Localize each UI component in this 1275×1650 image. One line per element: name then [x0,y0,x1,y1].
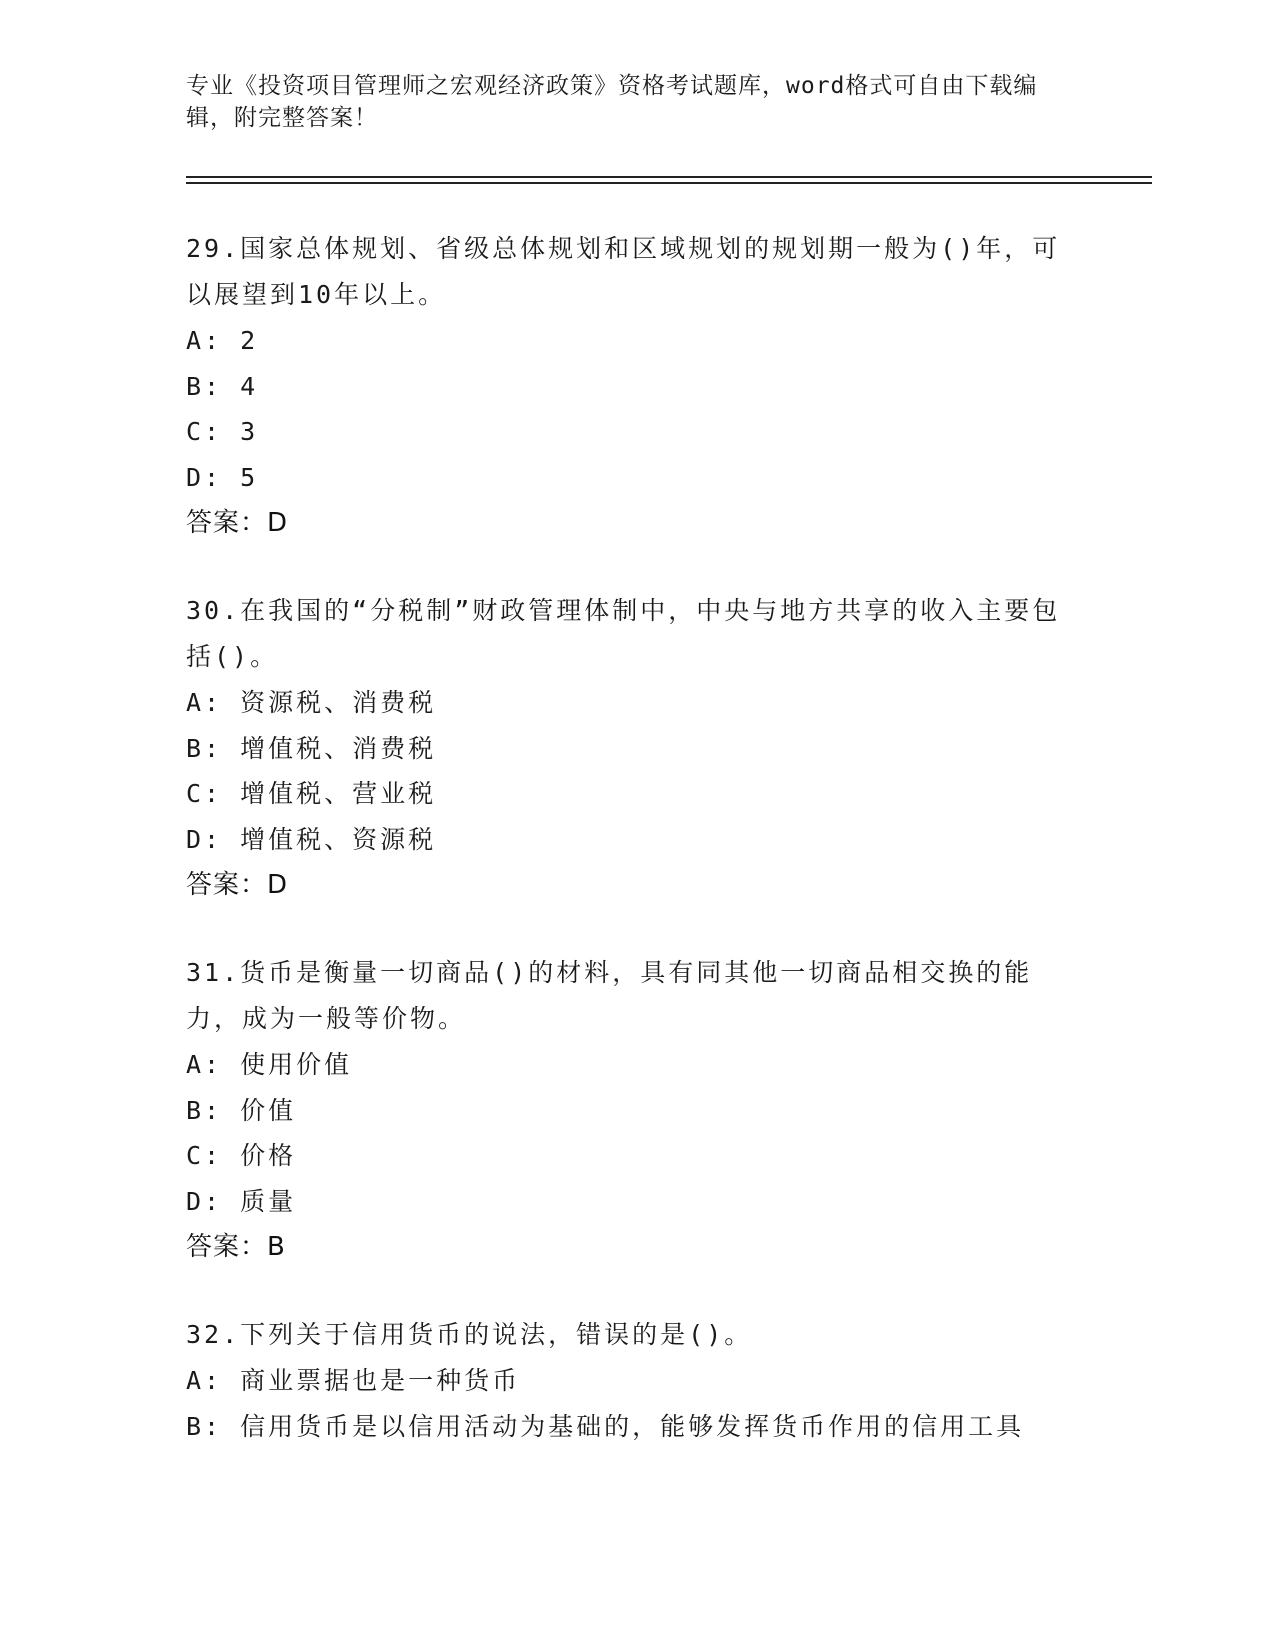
question-stem: 31.货币是衡量一切商品()的材料，具有同其他一切商品相交换的能力，成为一般等价物。 [186,958,1033,1033]
option-c: C: 3 [186,417,259,446]
option-d: D: 5 [186,462,259,492]
question-29 [186,226,1066,546]
question-stem: 30.在我国的“分税制”财政管理体制中，中央与地方共享的收入主要包括()。 [186,596,1061,671]
question-30 [186,588,1066,908]
option-b: B: 信用货币是以信用活动为基础的，能够发挥货币作用的信用工具 [186,1411,1025,1441]
answer-label: 答案：D [186,870,289,900]
option-b: B: 价值 [186,1095,297,1125]
option-b: B: 增值税、消费税 [186,733,437,763]
option-d: D: 质量 [186,1186,297,1216]
header-divider-top [186,176,1152,178]
option-b: B: 4 [186,371,259,401]
option-a: A: 2 [186,326,259,355]
option-d: D: 增值税、资源税 [186,824,437,854]
document-header: 专业《投资项目管理师之宏观经济政策》资格考试题库，word格式可自由下载编辑，附完整答案！ [186,73,1038,131]
option-c: C: 增值税、营业税 [186,779,437,808]
option-a: A: 使用价值 [186,1050,353,1079]
question-stem: 29.国家总体规划、省级总体规划和区域规划的规划期一般为()年，可以展望到10年以上。 [186,234,1061,309]
answer-label: 答案：B [186,1232,286,1262]
option-c: C: 价格 [186,1141,297,1170]
question-31 [186,950,1066,1270]
option-a: A: 资源税、消费税 [186,688,437,717]
option-a: A: 商业票据也是一种货币 [186,1366,521,1395]
question-stem: 32.下列关于信用货币的说法，错误的是()。 [186,1320,753,1349]
question-32 [186,1312,1066,1449]
header-divider-bottom [186,182,1152,184]
answer-label: 答案：D [186,508,289,538]
